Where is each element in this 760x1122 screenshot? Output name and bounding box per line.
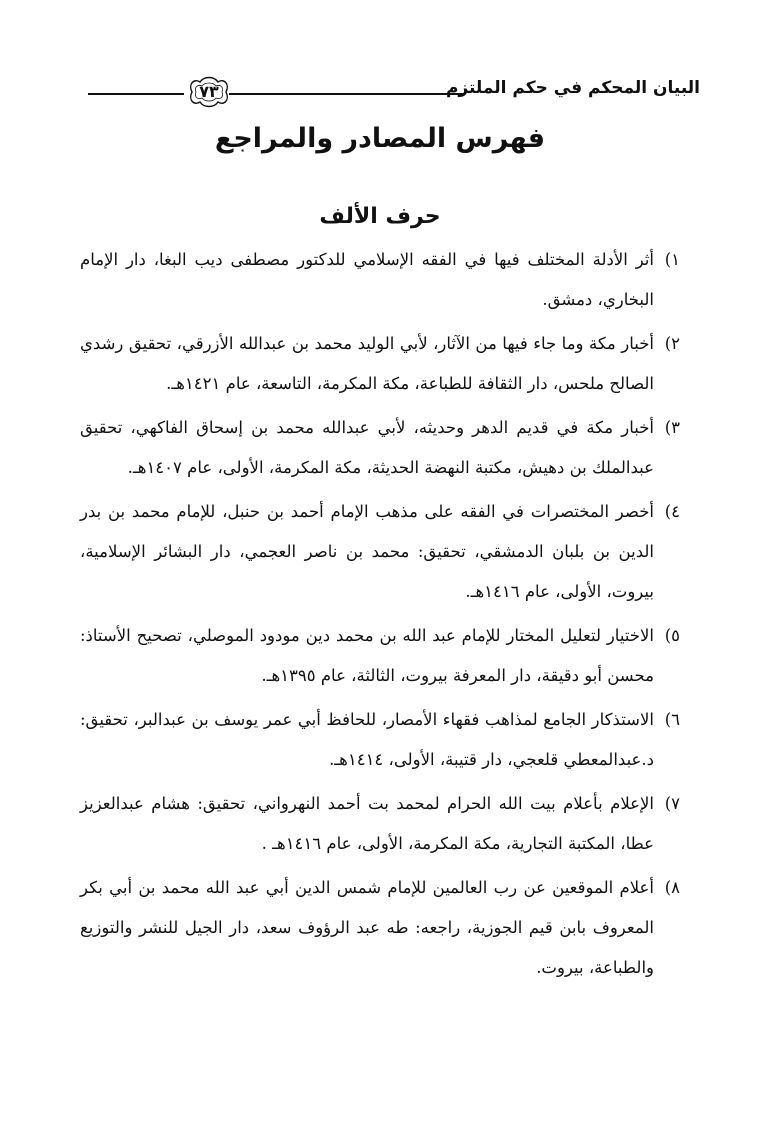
running-header [88, 72, 700, 112]
reference-entry [80, 324, 680, 404]
entry-text: أخبار مكة وما جاء فيها من الآثار، لأبي الوليد محمد بن عبدالله الأزرقي، تحقيق رشدي الصالح ملحس، دار الثقافة للطباعة، مكة المكرمة، التاسعة، عام ١٤٢١هـ. [80, 334, 654, 393]
entry-number: ٨) [664, 878, 680, 897]
entry-number: ٤) [664, 502, 680, 521]
reference-entry [80, 784, 680, 864]
reference-entry [80, 616, 680, 696]
entry-text: أعلام الموقعين عن رب العالمين للإمام شمس الدين أبي عبد الله محمد بن أبي بكر المعروف بابن قيم الجوزية، راجعه: طه عبد الرؤوف سعد، دار الجيل للنشر والتوزيع والطباعة، بيروت. [80, 878, 654, 977]
entry-number: ٥) [664, 626, 680, 645]
page-number-ornament [184, 74, 234, 110]
entry-text: الإعلام بأعلام بيت الله الحرام لمحمد بت أحمد النهرواني، تحقيق: هشام عبدالعزيز عطا، المكتبة التجارية، مكة المكرمة، الأولى، عام ١٤١٦هـ . [80, 794, 654, 853]
reference-entry [80, 240, 680, 320]
page-title: فهرس المصادر والمراجع [214, 123, 546, 154]
header-rule-right [229, 93, 464, 95]
reference-entry [80, 492, 680, 612]
reference-entry [80, 408, 680, 488]
entry-text: أخبار مكة في قديم الدهر وحديثه، لأبي عبدالله محمد بن إسحاق الفاكهي، تحقيق عبدالملك بن دهيش، مكتبة النهضة الحديثة، مكة المكرمة، الأولى، عام ١٤٠٧هـ. [80, 418, 654, 477]
reference-entry [80, 868, 680, 988]
running-title: البيان المحكم في حكم الملتزم [445, 78, 700, 98]
page-number: ٧٣ [199, 82, 219, 101]
references-list [80, 240, 680, 992]
entry-text: الاختيار لتعليل المختار للإمام عبد الله بن محمد دين مودود الموصلي، تصحيح الأستاذ: محسن أبو دقيقة، دار المعرفة بيروت، الثالثة، عام ١٣٩٥هـ. [80, 626, 654, 685]
section-heading: حرف الألف [319, 204, 441, 229]
reference-entry [80, 700, 680, 780]
entry-text: الاستذكار الجامع لمذاهب فقهاء الأمصار، للحافظ أبي عمر يوسف بن عبدالبر، تحقيق: د.عبدالمعطي قلعجي، دار قتيبة، الأولى، ١٤١٤هـ. [80, 710, 654, 769]
entry-number: ٣) [664, 418, 680, 437]
entry-number: ٢) [664, 334, 680, 353]
entry-text: أخصر المختصرات في الفقه على مذهب الإمام أحمد بن حنبل، للإمام محمد بن بدر الدين بن بلبان الدمشقي، تحقيق: محمد بن ناصر العجمي، دار البشائر الإسلامية، بيروت، الأولى، عام ١٤١٦هـ. [80, 502, 654, 601]
entry-text: أثر الأدلة المختلف فيها في الفقه الإسلامي للدكتور مصطفى ديب البغا، دار الإمام البخاري، دمشق. [80, 250, 654, 309]
entry-number: ٧) [664, 794, 680, 813]
entry-number: ١) [664, 250, 680, 269]
header-rule-left [88, 93, 184, 95]
entry-number: ٦) [664, 710, 680, 729]
